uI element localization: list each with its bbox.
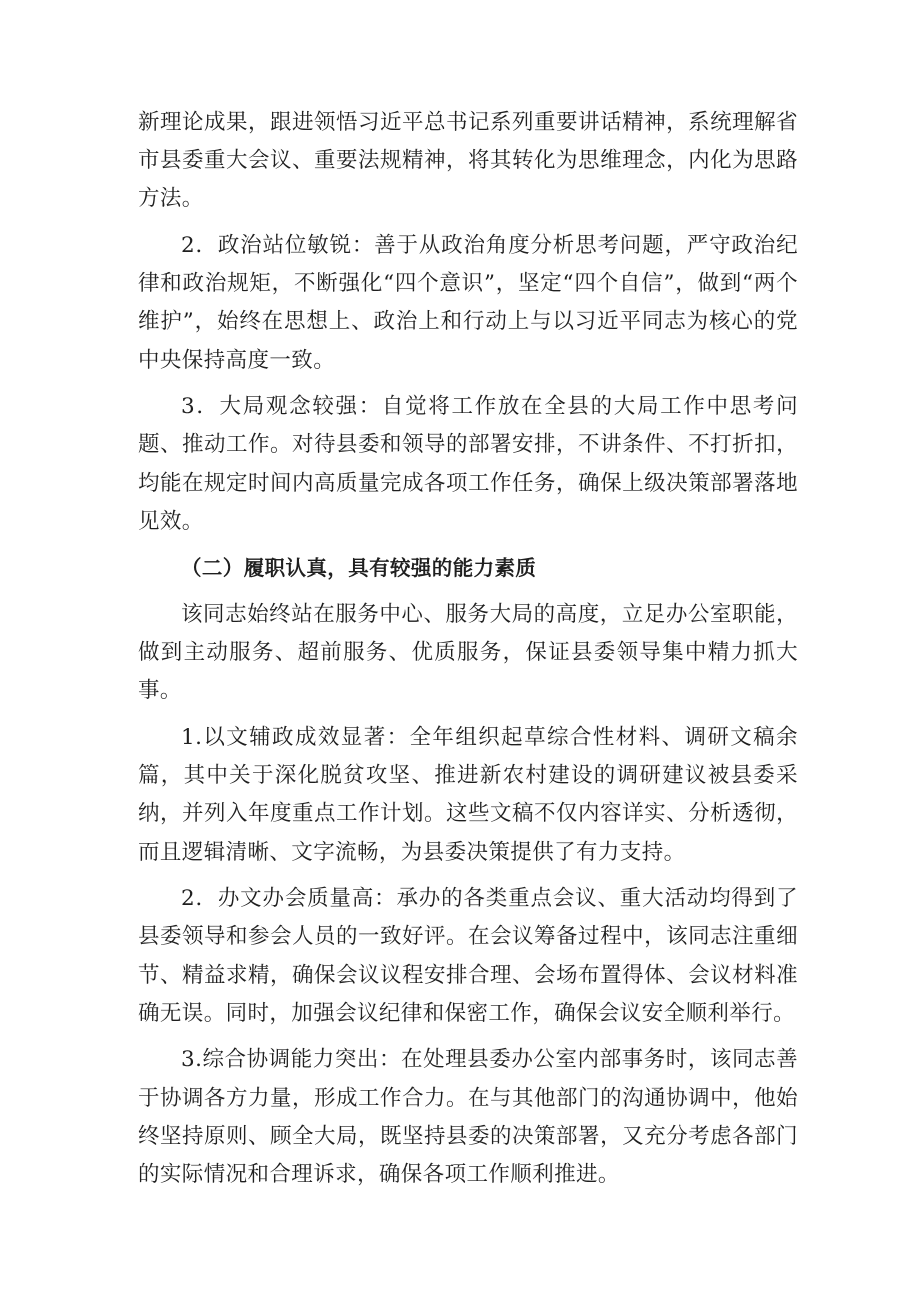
- paragraph-writing-support: 1.以文辅政成效显著：全年组织起草综合性材料、调研文稿余篇，其中关于深化脱贫攻坚、推进新农村建设的调研建议被县委采纳，并列入年度重点工作计划。这些文稿不仅内容详实、分析透彻，而且逻辑清晰、文字流畅，为县委决策提供了有力支持。: [138, 725, 798, 865]
- paragraph-political-stance: 2．政治站位敏锐：善于从政治角度分析思考问题，严守政治纪律和政治规矩，不断强化“四个意识”，坚定“四个自信”，做到“两个维护”，始终在思想上、政治上和行动上与以习近平同志为核心的党中央保持高度一致。: [138, 233, 798, 373]
- section-heading: （二）履职认真，具有较强的能力素质: [181, 556, 537, 581]
- paragraph-meeting-quality: 2．办文办会质量高：承办的各类重点会议、重大活动均得到了县委领导和参会人员的一致好评。在会议筹备过程中，该同志注重细节、精益求精，确保会议议程安排合理、会场布置得体、会议材料准确无误。同时，加强会议纪律和保密工作，确保会议安全顺利举行。: [138, 886, 798, 1026]
- paragraph-section-intro: 该同志始终站在服务中心、服务大局的高度，立足办公室职能，做到主动服务、超前服务、优质服务，保证县委领导集中精力抓大事。: [138, 602, 798, 704]
- paragraph-overall-view: 3．大局观念较强：自觉将工作放在全县的大局工作中思考问题、推动工作。对待县委和领导的部署安排，不讲条件、不打折扣，均能在规定时间内高质量完成各项工作任务，确保上级决策部署落地见效。: [138, 394, 798, 534]
- paragraph-continuation: 新理论成果，跟进领悟习近平总书记系列重要讲话精神，系统理解省市县委重大会议、重要法规精神，将其转化为思维理念，内化为思路方法。: [138, 110, 798, 212]
- paragraph-coordination: 3.综合协调能力突出：在处理县委办公室内部事务时，该同志善于协调各方力量，形成工作合力。在与其他部门的沟通协调中，他始终坚持原则、顾全大局，既坚持县委的决策部署，又充分考虑各部门的实际情况和合理诉求，确保各项工作顺利推进。: [138, 1047, 798, 1188]
- document-body: [138, 104, 798, 1203]
